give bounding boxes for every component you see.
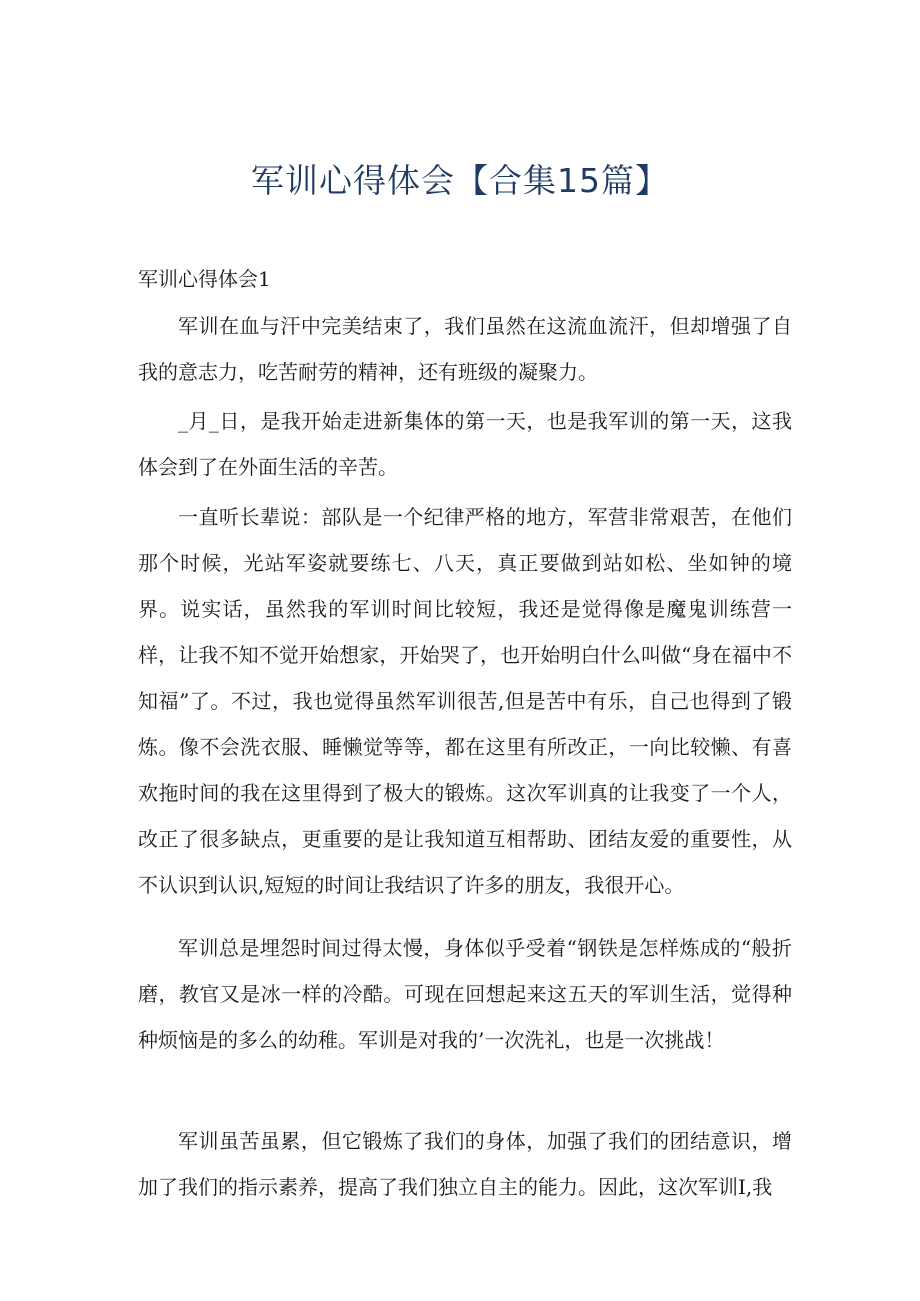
- document-title: 军训心得体会【合集15篇】: [251, 161, 669, 200]
- paragraph-2: _月_日，是我开始走进新集体的第一天，也是我军训的第一天，这我体会到了在外面生活的辛苦。: [138, 409, 792, 479]
- section-heading: 军训心得体会1: [138, 267, 271, 291]
- paragraph-5: 军训虽苦虽累，但它锻炼了我们的身体，加强了我们的团结意识，增加了我们的指示素养，提高了我们独立自主的能力。因此，这次军训I,我: [138, 1129, 792, 1199]
- paragraph-3: 一直听长辈说：部队是一个纪律严格的地方，军营非常艰苦，在他们那个时候，光站军姿就要练七、八天，真正要做到站如松、坐如钟的境界。说实话，虽然我的军训时间比较短，我还是觉得像是魔鬼训练营一样，让我不知不觉开始想家，开始哭了，也开始明白什么叫做“身在福中不知福”了。不过，我也觉得虽然军训很苦,但是苦中有乐，自己也得到了锻炼。像不会洗衣服、睡懒觉等等，都在这里有所改正，一向比较懒、有喜欢拖时间的我在这里得到了极大的锻炼。这次军训真的让我变了一个人，改正了很多缺点，更重要的是让我知道互相帮助、团结友爱的重要性，从不认识到认识,短短的时间让我结识了许多的朋友，我很开心。: [138, 505, 792, 897]
- paragraph-4: 军训总是埋怨时间过得太慢，身体似乎受着“钢铁是怎样炼成的“般折磨，教官又是冰一样的冷酷。可现在回想起来这五天的军训生活，觉得种种烦恼是的多么的幼稚。军训是对我的’一次洗礼，也是一次挑战！: [138, 936, 792, 1052]
- paragraph-1: 军训在血与汗中完美结束了，我们虽然在这流血流汗，但却增强了自我的意志力，吃苦耐劳的精神，还有班级的凝聚力。: [138, 314, 792, 384]
